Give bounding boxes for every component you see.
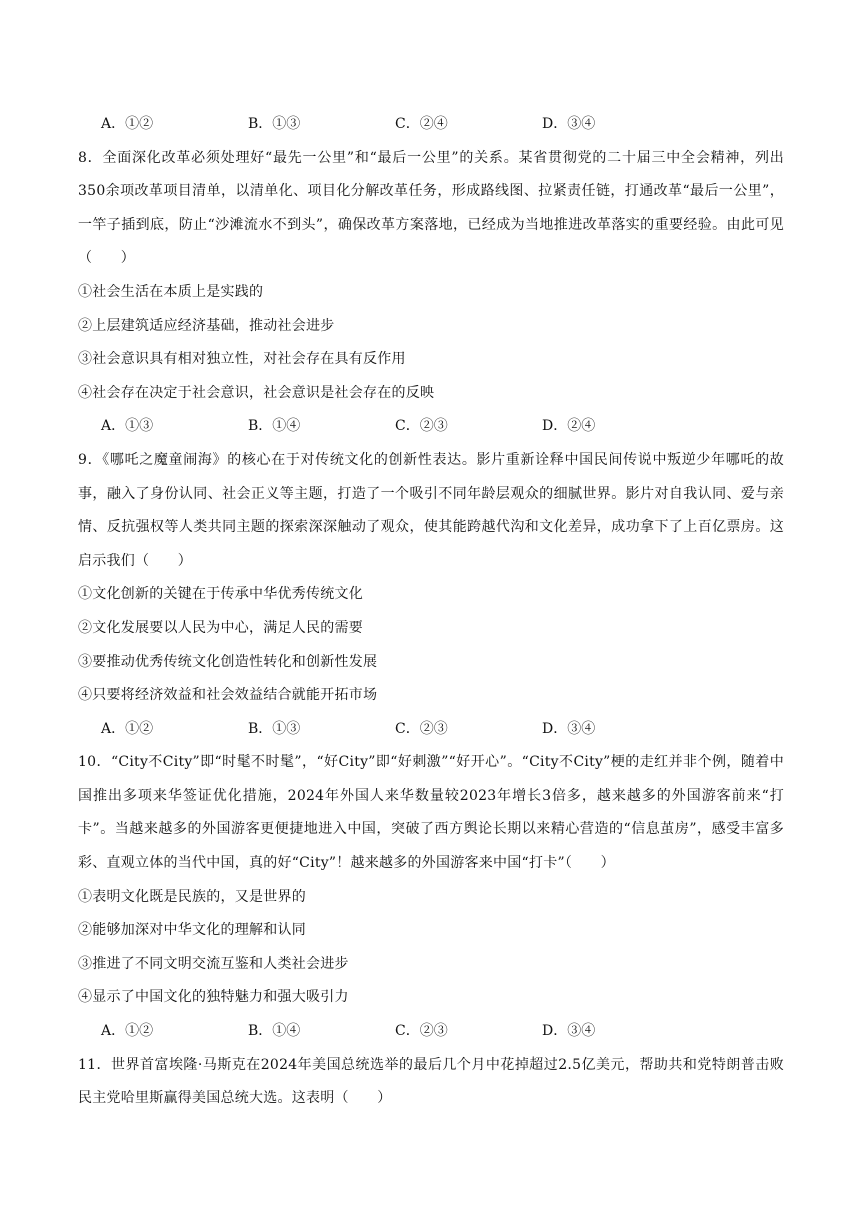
q10-item-4: ④显示了中国文化的独特魅力和强大吸引力 [78, 989, 349, 1006]
q9-stem: 9．《哪吒之魔童闹海》的核心在于对传统文化的创新性表达。影片重新诠释中国民间传说中叛逆少年哪吒的故事，融入了身份认同、社会正义等主题，打造了一个吸引不同年龄层观众的细腻世界。影片对自我认同、爱与亲情、反抗强权等人类共同主题的探索深深触动了观众，使其能跨越代沟和文化差异，成功拿下了上百亿票房。这启示我们（ ） [78, 451, 784, 569]
q8-item-4: ④社会存在决定于社会意识，社会意识是社会存在的反映 [78, 384, 435, 401]
q10-item-3: ③推进了不同文明交流互鉴和人类社会进步 [78, 955, 349, 972]
q9-options [78, 713, 784, 747]
q7-option-b[interactable]: B．①③ [248, 116, 301, 132]
q9-option-a[interactable]: A．①② [101, 720, 154, 737]
q8-option-b[interactable]: B．①④ [248, 418, 301, 435]
q8-option-a[interactable]: A．①③ [101, 418, 154, 435]
q9-option-b[interactable]: B．①③ [248, 720, 301, 737]
q10-item-1: ①表明文化既是民族的，又是世界的 [78, 888, 306, 905]
q8-option-d[interactable]: D．②④ [542, 418, 596, 435]
q10-option-b[interactable]: B．①④ [248, 1023, 301, 1040]
q10-options [78, 1015, 784, 1049]
q7-option-c[interactable]: C．②④ [395, 116, 448, 132]
q9-item-4: ④只要将经济效益和社会效益结合就能开拓市场 [78, 687, 378, 704]
q7-option-d[interactable]: D．③④ [542, 116, 596, 132]
q9-option-c[interactable]: C．②③ [395, 720, 448, 737]
q8-option-c[interactable]: C．②③ [395, 418, 448, 435]
q10-option-d[interactable]: D．③④ [542, 1023, 596, 1040]
q8-options [78, 410, 784, 444]
q8-item-2: ②上层建筑适应经济基础，推动社会进步 [78, 317, 335, 334]
q8-item-1: ①社会生活在本质上是实践的 [78, 283, 264, 300]
q9-item-1: ①文化创新的关键在于传承中华优秀传统文化 [78, 586, 363, 603]
q9-option-d[interactable]: D．③④ [542, 720, 596, 737]
q10-option-a[interactable]: A．①② [101, 1023, 154, 1040]
exam-page [78, 108, 784, 1116]
q8-stem: 8．全面深化改革必须处理好“最先一公里”和“最后一公里”的关系。某省贯彻党的二十届三中全会精神，列出350余项改革项目清单，以清单化、项目化分解改革任务，形成路线图、拉紧责任链，打通改革“最后一公里”，一竿子插到底，防止“沙滩流水不到头”，确保改革方案落地，已经成为当地推进改革落实的重要经验。由此可见（ ） [78, 149, 784, 267]
q10-stem: 10．“City不City”即“时髦不时髦”，“好City”即“好刺激”“好开心”。“City不City”梗的走红并非个例，随着中国推出多项来华签证优化措施，2024年外国人来华数量较2023年增长3倍多，越来越多的外国游客前来“打卡”。当越来越多的外国游客更便捷地进入中国，突破了西方舆论长期以来精心营造的“信息茧房”，感受丰富多彩、直观立体的当代中国，真的好“City”！越来越多的外国游客来中国“打卡”（ ） [78, 754, 784, 872]
q10-option-c[interactable]: C．②③ [395, 1023, 448, 1040]
q10-item-2: ②能够加深对中华文化的理解和认同 [78, 922, 306, 939]
q7-option-a[interactable]: A．①② [101, 116, 154, 132]
q11-stem: 11．世界首富埃隆·马斯克在2024年美国总统选举的最后几个月中花掉超过2.5亿美元，帮助共和党特朗普击败民主党哈里斯赢得美国总统大选。这表明（ ） [78, 1056, 784, 1107]
q8-item-3: ③社会意识具有相对独立性，对社会存在具有反作用 [78, 351, 406, 368]
q9-item-2: ②文化发展要以人民为中心，满足人民的需要 [78, 619, 363, 636]
q9-item-3: ③要推动优秀传统文化创造性转化和创新性发展 [78, 653, 378, 670]
q7-options [78, 108, 784, 142]
